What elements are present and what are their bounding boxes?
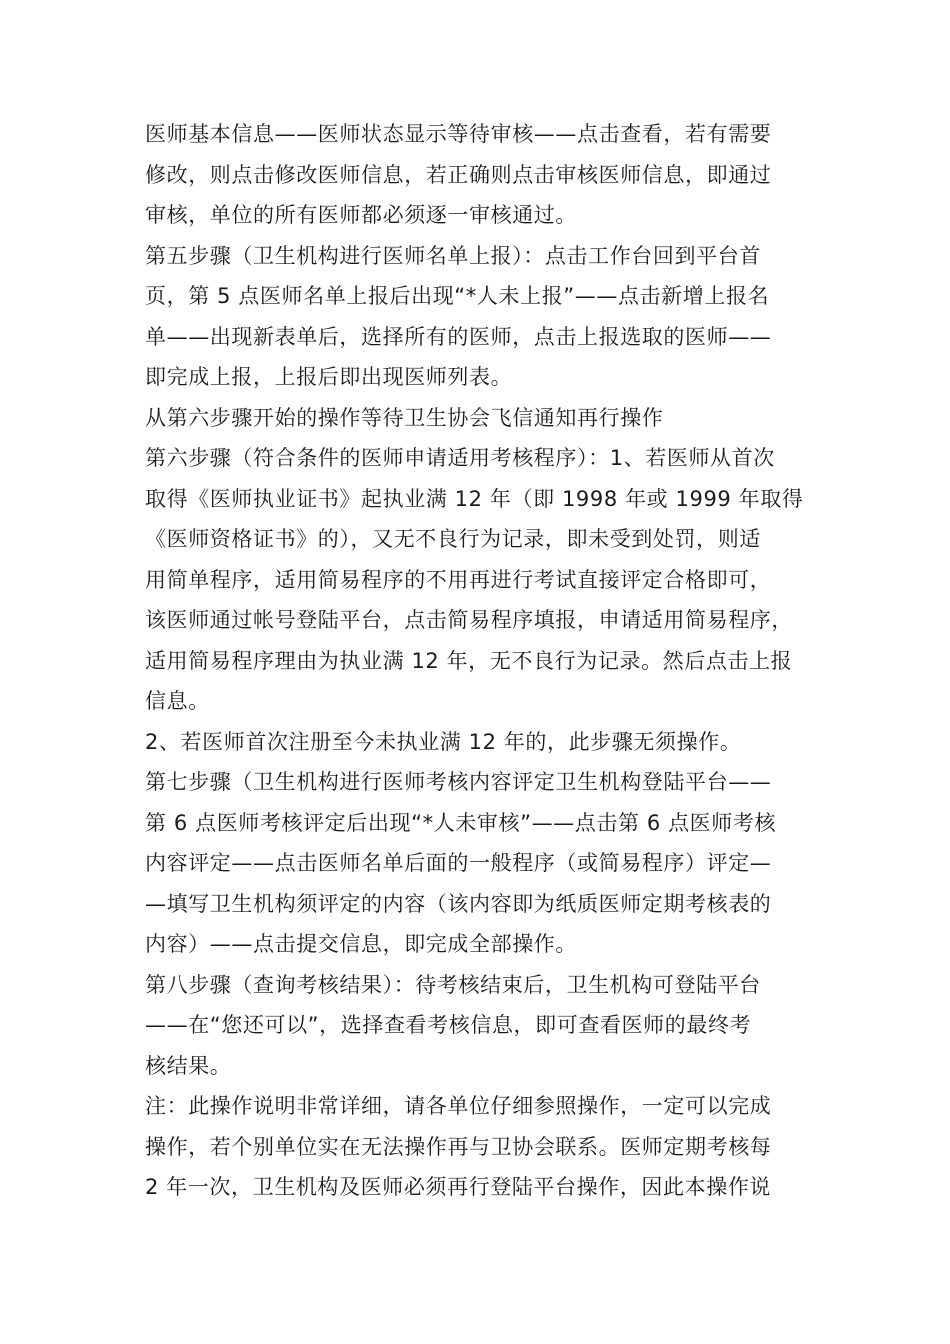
text-line: 核结果。 bbox=[145, 1053, 232, 1078]
text-line: 该医师通过帐号登陆平台，点击简易程序填报，申请适用简易程序， bbox=[145, 608, 793, 632]
text-line: 修改，则点击修改医师信息，若正确则点击审核医师信息，即通过 bbox=[145, 162, 772, 187]
text-line: ——在“您还可以”，选择查看考核信息，即可查看医师的最终考 bbox=[145, 1013, 752, 1037]
text-line: 第七步骤（卫生机构进行医师考核内容评定卫生机构登陆平台—— bbox=[145, 770, 772, 794]
text-line: 操作，若个别单位实在无法操作再与卫协会联系。医师定期考核每 bbox=[145, 1134, 772, 1159]
text-line: 医师基本信息——医师状态显示等待审核——点击查看，若有需要 bbox=[145, 122, 772, 146]
text-line: 注：此操作说明非常详细，请各单位仔细参照操作，一定可以完成 bbox=[145, 1094, 772, 1118]
text-line: 审核，单位的所有医师都必须逐一审核通过。 bbox=[145, 203, 577, 227]
text-line: 取得《医师执业证书》起执业满 12 年（即 1998 年或 1999 年取得 bbox=[145, 486, 804, 511]
text-line: 第八步骤（查询考核结果）：待考核结束后，卫生机构可登陆平台 bbox=[145, 972, 761, 997]
document-body bbox=[145, 114, 825, 1208]
text-line: —填写卫生机构须评定的内容（该内容即为纸质医师定期考核表的 bbox=[145, 891, 772, 916]
text-line: 第 6 点医师考核评定后出现“*人未审核”——点击第 6 点医师考核 bbox=[145, 810, 777, 835]
text-line: 即完成上报，上报后即出现医师列表。 bbox=[145, 365, 513, 389]
text-line: 内容）——点击提交信息，即完成全部操作。 bbox=[145, 932, 577, 956]
text-line: 单——出现新表单后，选择所有的医师，点击上报选取的医师—— bbox=[145, 324, 772, 349]
text-line: 页，第 5 点医师名单上报后出现“*人未上报”——点击新增上报名 bbox=[145, 284, 770, 308]
text-line: 内容评定——点击医师名单后面的一般程序（或简易程序）评定— bbox=[145, 851, 772, 875]
text-line: 《医师资格证书》的），又无不良行为记录，即未受到处罚，则适 bbox=[145, 527, 761, 551]
text-line: 从第六步骤开始的操作等待卫生协会飞信通知再行操作 bbox=[145, 405, 664, 430]
text-line: 适用简易程序理由为执业满 12 年，无不良行为记录。然后点击上报 bbox=[145, 648, 793, 673]
text-line: 用简单程序，适用简易程序的不用再进行考试直接评定合格即可， bbox=[145, 567, 772, 592]
text-line: 信息。 bbox=[145, 689, 210, 713]
text-line: 第六步骤（符合条件的医师申请适用考核程序）：1、若医师从首次 bbox=[145, 446, 775, 470]
text-line: 第五步骤（卫生机构进行医师名单上报）：点击工作台回到平台首 bbox=[145, 243, 761, 268]
text-line: 2 年一次，卫生机构及医师必须再行登陆平台操作，因此本操作说 bbox=[145, 1175, 772, 1199]
text-line: 2、若医师首次注册至今未执业满 12 年的，此步骤无须操作。 bbox=[145, 729, 742, 754]
